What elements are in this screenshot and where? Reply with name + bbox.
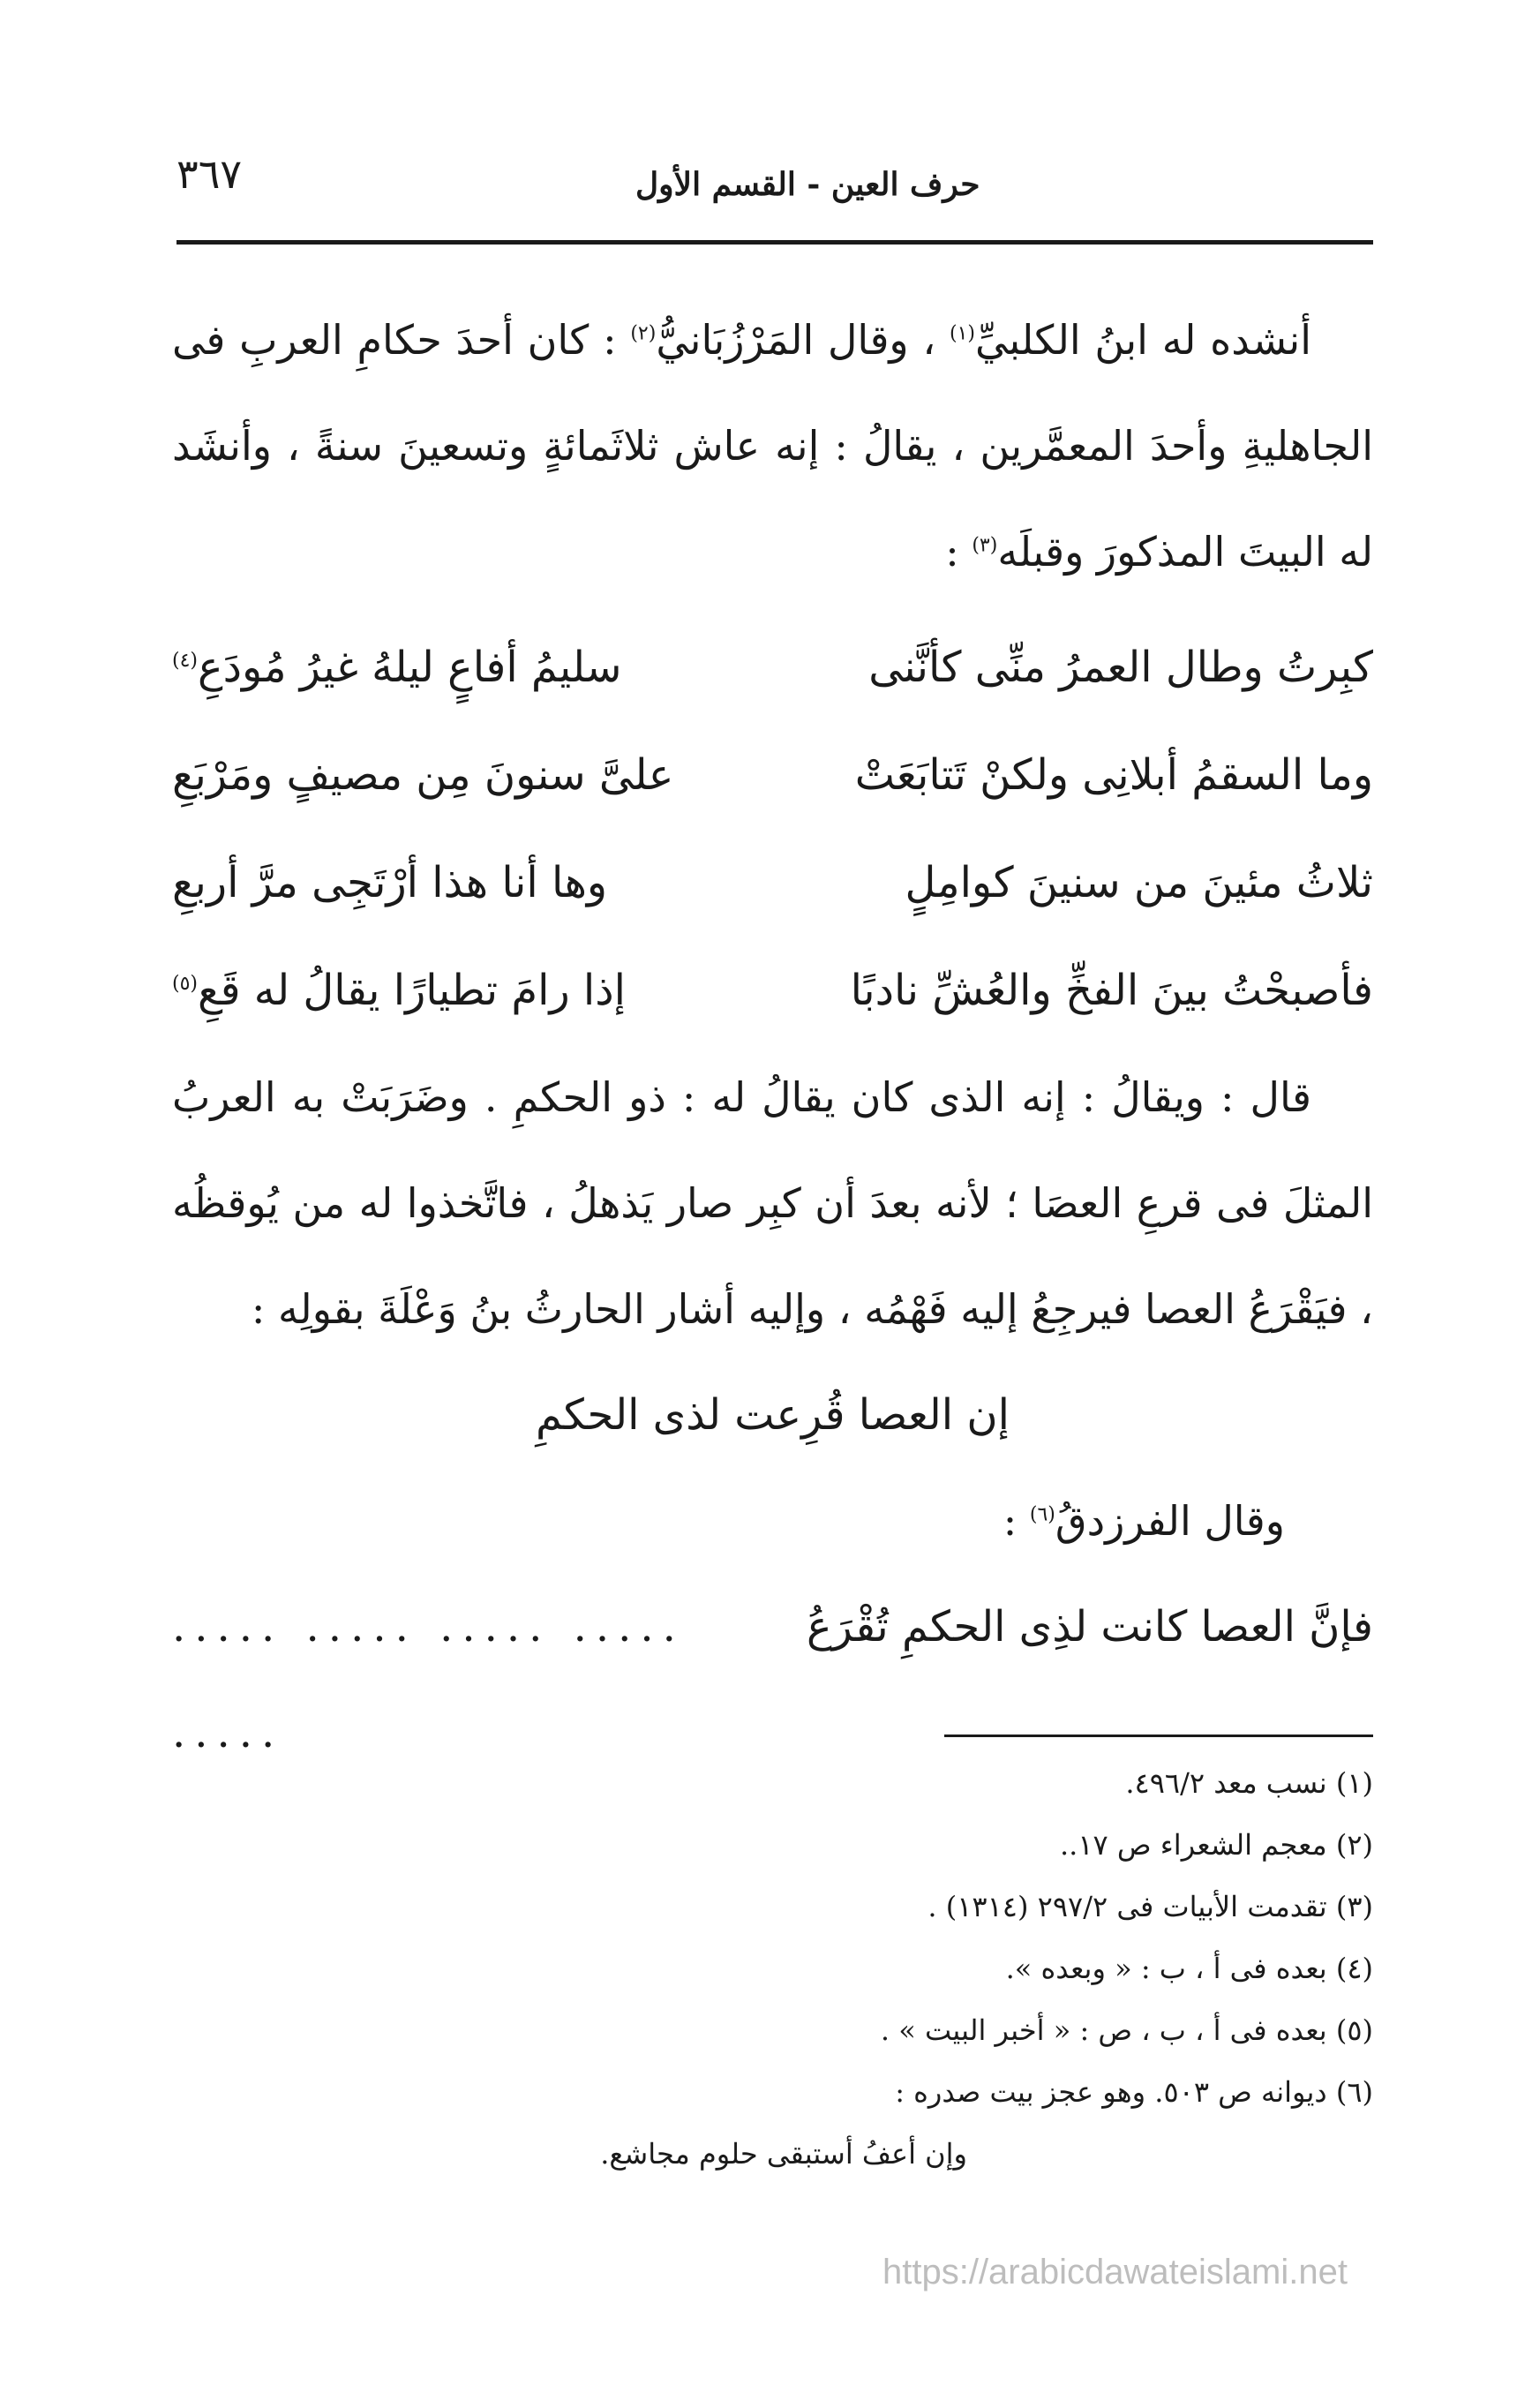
footnote-marker: (٤) xyxy=(172,650,199,672)
footnote: (٥) بعده فى أ ، ب ، ص : « أخبر البيت » . xyxy=(880,2013,1373,2047)
verse-second-hemistich xyxy=(172,613,621,721)
paragraph-intro xyxy=(172,287,1373,605)
text-segment: : xyxy=(1003,1497,1030,1545)
text-segment: وقال الفرزدقُ xyxy=(1055,1497,1285,1545)
hemistich-text: إذا رامَ تطيارًا يقالُ له قَعِ xyxy=(198,966,626,1015)
verse-second-hemistich xyxy=(172,937,626,1044)
footnote-marker: (٣) xyxy=(972,534,998,557)
verse-first-hemistich: ثلاثُ مئينَ من سنينَ كوامِلٍ xyxy=(905,858,1373,907)
text-segment: ، وقال المَرْزُبَانيُّ xyxy=(656,316,950,364)
page-body xyxy=(172,287,1373,1757)
hemistich-text: سليمُ أفاعٍ ليلهُ غيرُ مُودَعِ xyxy=(198,643,622,692)
verse-second-hemistich: وها أنا هذا أرْتَجِى مرَّ أربعِ xyxy=(172,858,608,907)
paragraph-dhul-hukm: قال : ويقالُ : إنه الذى كان يقالُ له : ذو الحكمِ . وضَرَبَتْ به العربُ المثلَ فى قرعِ العصَا ؛ لأنه بعدَ أن كبِر صار يَذهلُ ، فاتَّخذوا له من يُوقظُه ، فيَقْرَعُ العصا فيرجِعُ إليه فَهْمُه ، وإليه أشار الحارثُ بنُ وَعْلَةَ بقولِه : xyxy=(172,1073,1373,1333)
verse-first-hemistich: كبِرتُ وطال العمرُ منِّى كأنَّنى xyxy=(868,643,1373,692)
quoted-hemistich: إن العصا قُرِعت لذى الحكمِ xyxy=(536,1390,1010,1440)
footnote-marker: (١) xyxy=(949,322,975,345)
verse-line xyxy=(172,937,1373,1044)
text-segment: أنشده له ابنُ الكلبيِّ xyxy=(974,316,1311,364)
farazdaq-intro xyxy=(172,1468,1373,1574)
footnote-marker: (٢) xyxy=(630,322,657,345)
footnote: (٢) معجم الشعراء ص ١٧.. xyxy=(1060,1828,1373,1862)
verse-second-hemistich: علىَّ سنونَ مِن مصيفٍ ومَرْبَعِ xyxy=(172,750,674,800)
text-segment: : كان أحدَ حكامِ العربِ فى الجاهليةِ وأحدَ المعمَّرين ، يقالُ : إنه عاش ثلاثَمائةٍ وتسعينَ سنةً ، وأنشَد له البيتَ المذكورَ وقبلَه xyxy=(172,316,1373,576)
footnote: (٦) ديوانه ص ٥٠٣. وهو عجز بيت صدره : xyxy=(895,2075,1373,2109)
footnote-marker: (٦) xyxy=(1029,1503,1055,1526)
verse-line xyxy=(172,721,1373,829)
farazdaq-verse xyxy=(172,1574,1373,1757)
footnote: (٤) بعده فى أ ، ب : « وبعده ». xyxy=(1005,1952,1373,1985)
running-title: حرف العين - القسم الأول xyxy=(635,166,980,203)
page-header xyxy=(176,150,1373,238)
verse-line xyxy=(172,829,1373,937)
poem xyxy=(172,613,1373,1044)
verse-first-hemistich: وما السقمُ أبلانِى ولكنْ تَتابَعَتْ xyxy=(854,750,1373,800)
page-number: ٣٦٧ xyxy=(176,150,243,198)
verse-first-hemistich: فأصبحْتُ بينَ الفخِّ والعُشِّ نادبًا xyxy=(850,966,1373,1015)
watermark-url: https://arabicdawateislami.net xyxy=(882,2253,1348,2291)
omitted-hemistich-dots: ..... ..... ..... ..... ..... xyxy=(172,1602,685,1757)
verse-line xyxy=(172,613,1373,721)
text-segment: : xyxy=(945,528,973,576)
footnote: (٣) تقدمت الأبيات فى ٢٩٧/٢ (١٣١٤) . xyxy=(927,1890,1373,1923)
footnote-marker: (٥) xyxy=(172,973,199,995)
footnotes xyxy=(172,1752,1373,2185)
footnote-rule xyxy=(944,1735,1373,1737)
footnote: (١) نسب معد ٤٩٦/٢. xyxy=(1125,1766,1373,1800)
verse-second-hemistich: فإنَّ العصا كانت لذِى الحكمِ تُقْرَعُ xyxy=(807,1602,1373,1652)
footnote-verse-continuation: وإن أعفُ أستبقى حلوم مجاشع. xyxy=(600,2137,967,2171)
header-rule xyxy=(176,240,1373,245)
